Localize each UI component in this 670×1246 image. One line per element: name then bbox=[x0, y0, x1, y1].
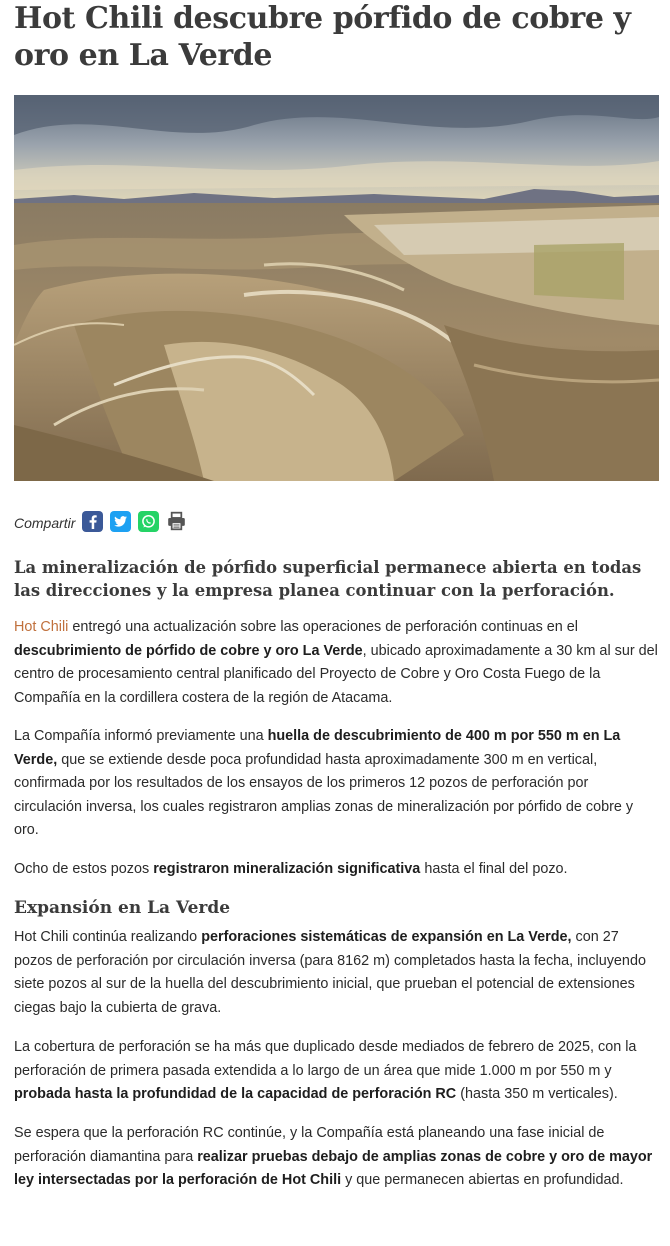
paragraph-4 bbox=[14, 926, 659, 1020]
paragraph-text: que se extiende desde poca profundidad hasta aproximadamente 300 m en vertical, confirmada por los resultados de los ensayos de los primeros 12 pozos de perforación por circulación inversa, los cuales registraron amplias zonas de mineralización por pórfido de cobre y oro. bbox=[14, 751, 634, 839]
paragraph-text: hasta el final del pozo. bbox=[420, 861, 568, 877]
share-label: Compartir bbox=[14, 515, 76, 531]
paragraph-text: y que permanecen abiertas en profundidad. bbox=[341, 1172, 624, 1189]
hero-image bbox=[14, 95, 659, 481]
paragraph-5 bbox=[14, 1036, 659, 1107]
mine-landscape-illustration bbox=[14, 95, 659, 481]
paragraph-bold: perforaciones sistemáticas de expansión en La Verde, bbox=[201, 929, 572, 945]
paragraph-text: Se espera que la perforación RC continúe, y la Compañía está planeando una fase inicial de perforación diamantina para bbox=[14, 1125, 605, 1165]
paragraph-1 bbox=[14, 616, 659, 710]
paragraph-3 bbox=[14, 858, 659, 882]
paragraph-2 bbox=[14, 725, 659, 843]
facebook-icon[interactable] bbox=[82, 511, 103, 532]
paragraph-text: , ubicado aproximadamente a 30 km al sur del centro de procesamiento central planificado del Proyecto de Cobre y Oro Costa Fuego de la Compañía en la cordillera costera de la región de Atacama. bbox=[14, 642, 658, 706]
paragraph-text: La Compañía informó previamente una bbox=[14, 728, 268, 744]
article-title: Hot Chili descubre pórfido de cobre y oro en La Verde bbox=[14, 1, 631, 73]
paragraph-text: La cobertura de perforación se ha más que duplicado desde mediados de febrero de 2025, con la perforación de primera pasada extendida a lo largo de un área que mide 1.000 m por 550 m y bbox=[14, 1039, 637, 1079]
paragraph-bold: descubrimiento de pórfido de cobre y oro La Verde bbox=[14, 642, 363, 659]
paragraph-text: Hot Chili continúa realizando bbox=[14, 929, 202, 945]
section-heading: Expansión en La Verde bbox=[14, 898, 231, 918]
paragraph-text: (hasta 350 m verticales). bbox=[456, 1086, 618, 1103]
whatsapp-icon[interactable] bbox=[138, 511, 159, 532]
paragraph-text: Ocho de estos pozos bbox=[14, 861, 154, 877]
paragraph-bold: realizar pruebas debajo de amplias zonas de cobre y oro de mayor ley intersectadas por la perforación de Hot Chili bbox=[14, 1148, 653, 1189]
paragraph-bold: registraron mineralización significativa bbox=[153, 861, 421, 877]
article-lead: La mineralización de pórfido superficial permanece abierta en todas las direcciones y la empresa planea continuar con la perforación. bbox=[14, 558, 642, 600]
paragraph-bold: huella de descubrimiento de 400 m por 550 m en La Verde, bbox=[14, 728, 621, 768]
share-bar bbox=[14, 508, 194, 534]
hot-chili-link[interactable]: Hot Chili bbox=[14, 619, 69, 635]
paragraph-text: con 27 pozos de perforación por circulación inversa (para 8162 m) completados hasta la fecha, incluyendo siete pozos al sur de la huella del descubrimiento inicial, que prueban el potencial de extensiones ciegas bajo la cubierta de grava. bbox=[14, 929, 646, 1016]
paragraph-text: entregó una actualización sobre las operaciones de perforación continuas en el bbox=[68, 619, 578, 635]
twitter-icon[interactable] bbox=[110, 511, 131, 532]
paragraph-bold: probada hasta la profundidad de la capacidad de perforación RC bbox=[14, 1086, 457, 1103]
print-icon[interactable] bbox=[166, 511, 187, 532]
paragraph-6 bbox=[14, 1122, 659, 1193]
